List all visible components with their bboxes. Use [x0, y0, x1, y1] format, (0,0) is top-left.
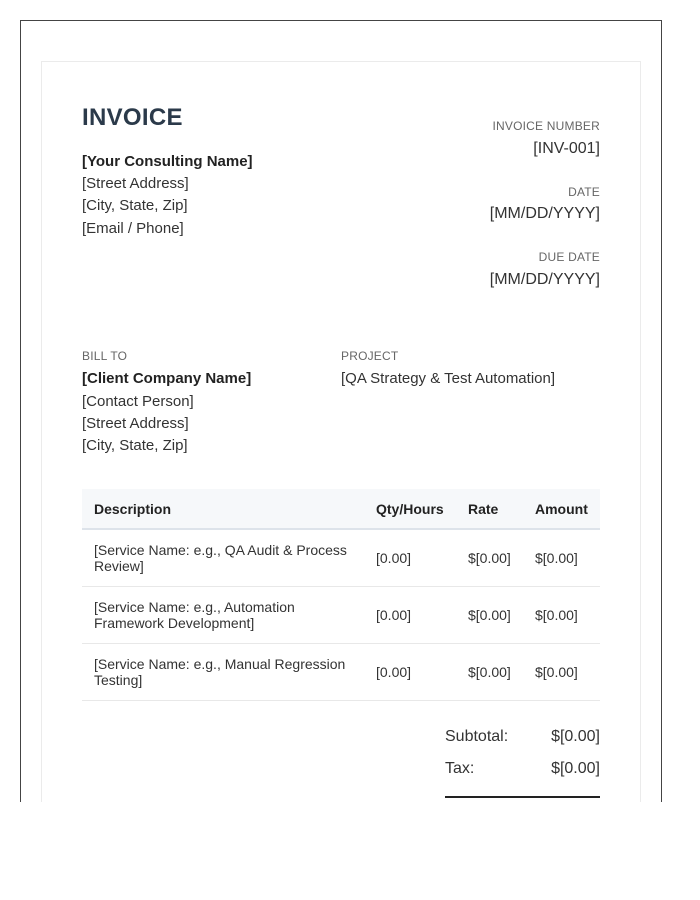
table-row	[82, 529, 600, 586]
totals-divider	[445, 796, 600, 798]
header-description: Description	[94, 500, 172, 517]
header-qty-hours: Qty/Hours	[376, 500, 444, 517]
row-rate: $[0.00]	[468, 606, 511, 623]
bill-to-label: BILL TO	[82, 349, 128, 363]
row-description: [Service Name: e.g., QA Audit & Process Review]	[94, 541, 347, 574]
due-date-label: DUE DATE	[538, 250, 600, 264]
client-street: [Street Address]	[82, 415, 189, 432]
consultant-name: [Your Consulting Name]	[82, 153, 253, 170]
client-contact: [Contact Person]	[82, 393, 194, 410]
row-amount: $[0.00]	[535, 549, 578, 566]
table-row	[82, 643, 600, 700]
date-label: DATE	[568, 185, 600, 199]
consultant-city: [City, State, Zip]	[82, 197, 188, 214]
invoice-number-value: [INV-001]	[533, 140, 600, 157]
client-city: [City, State, Zip]	[82, 437, 188, 454]
client-name: [Client Company Name]	[82, 370, 252, 387]
table-header-row	[82, 489, 600, 529]
row-rate: $[0.00]	[468, 549, 511, 566]
table-row	[82, 586, 600, 643]
line-items-table	[82, 489, 600, 701]
header-rate: Rate	[468, 500, 499, 517]
header-amount: Amount	[535, 500, 588, 517]
subtotal-label: Subtotal:	[445, 728, 509, 745]
invoice-title: INVOICE	[82, 104, 183, 131]
row-qty: [0.00]	[376, 606, 412, 623]
row-description: [Service Name: e.g., Automation Framework Development]	[94, 598, 295, 631]
tax-label: Tax:	[445, 760, 475, 777]
row-amount: $[0.00]	[535, 663, 578, 680]
date-value: [MM/DD/YYYY]	[489, 205, 600, 222]
row-description: [Service Name: e.g., Manual Regression Testing]	[94, 655, 346, 688]
consultant-street: [Street Address]	[82, 175, 189, 192]
consultant-contact: [Email / Phone]	[82, 220, 184, 237]
project-label: PROJECT	[341, 349, 399, 363]
project-value: [QA Strategy & Test Automation]	[341, 370, 556, 387]
row-qty: [0.00]	[376, 663, 412, 680]
due-date-value: [MM/DD/YYYY]	[489, 271, 600, 288]
subtotal-value: $[0.00]	[551, 728, 600, 745]
row-rate: $[0.00]	[468, 663, 511, 680]
invoice-number-label: INVOICE NUMBER	[492, 119, 600, 133]
row-amount: $[0.00]	[535, 606, 578, 623]
row-qty: [0.00]	[376, 549, 412, 566]
tax-value: $[0.00]	[551, 760, 600, 777]
